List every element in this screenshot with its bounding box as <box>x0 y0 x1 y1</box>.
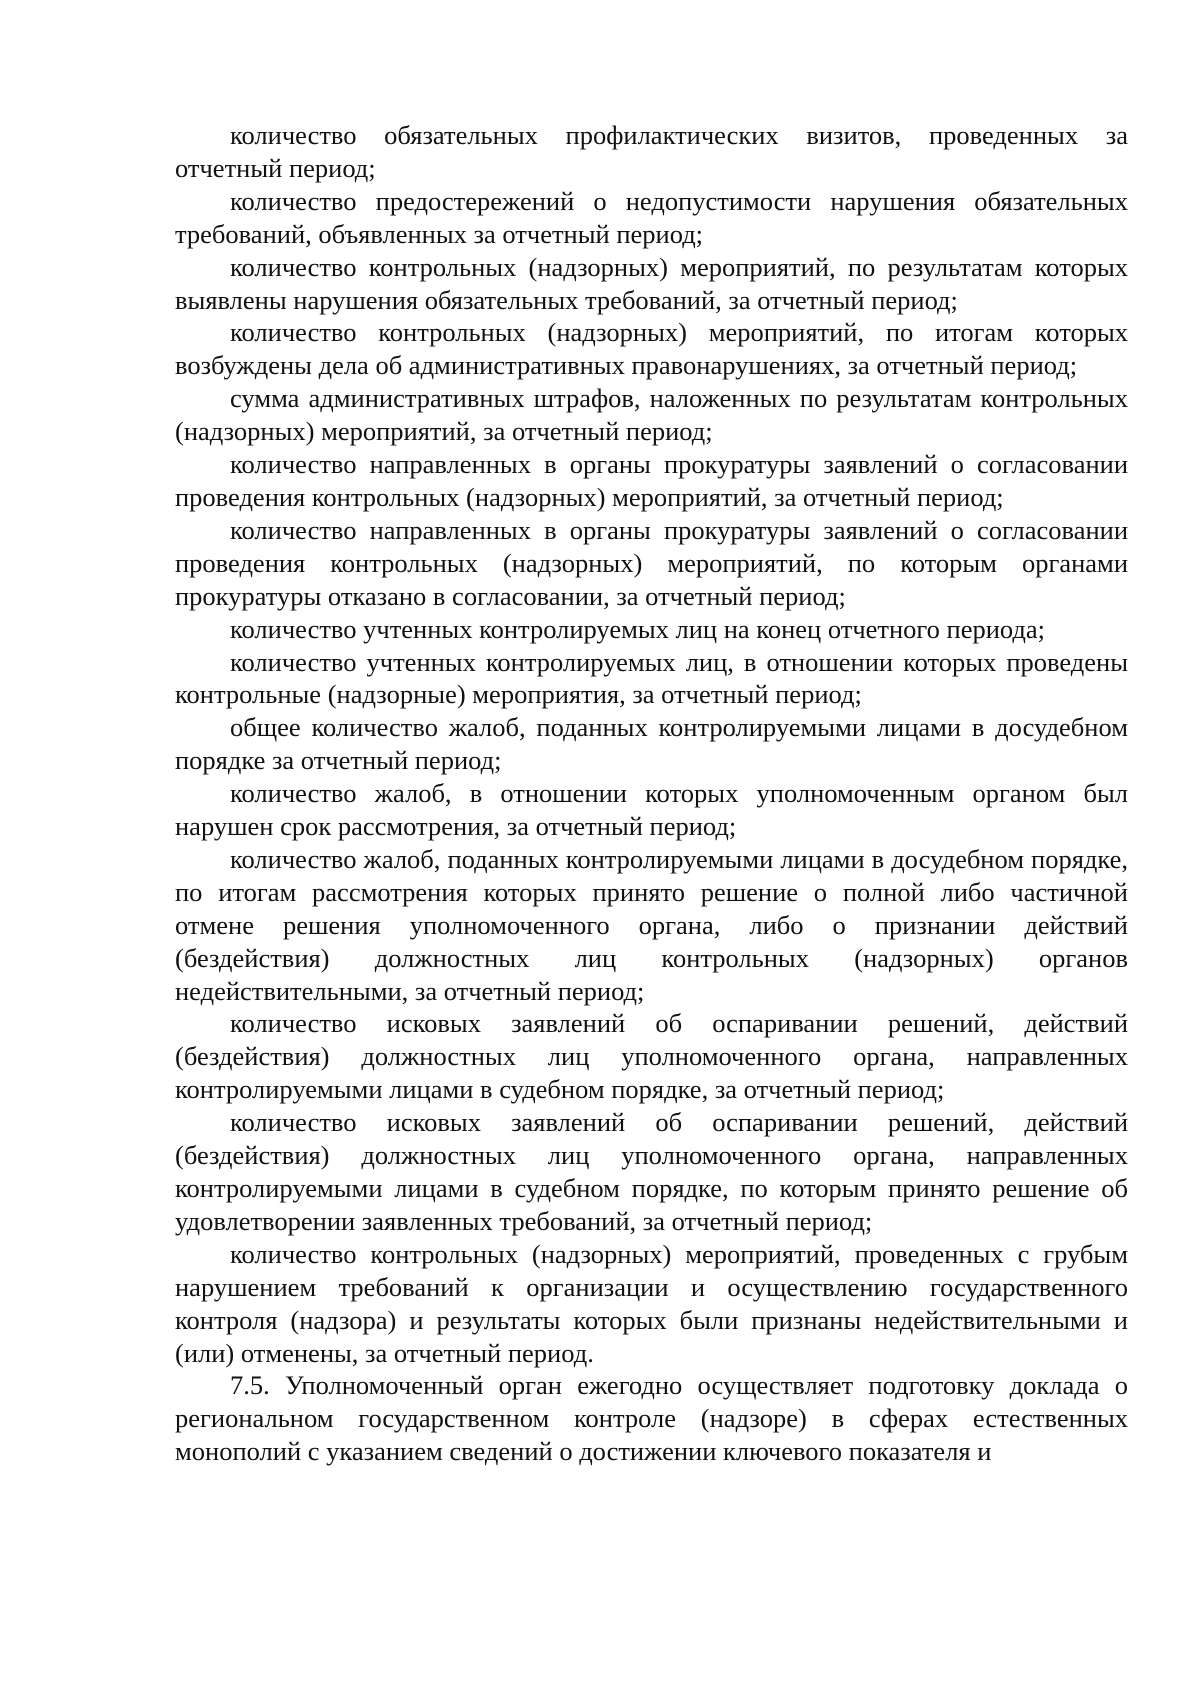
paragraph: количество обязательных профилактических визитов, проведенных за отчетный период; <box>175 120 1128 183</box>
paragraph: количество исковых заявлений об оспаривании решений, действий (бездействия) должностных лиц уполномоченного органа, направленных контролируемыми лицами в судебном порядке, по которым принято решение об удовлетворении заявленных требований, за отчетный период; <box>175 1107 1128 1236</box>
document-body <box>175 119 1128 1468</box>
paragraph: количество учтенных контролируемых лиц, в отношении которых проведены контрольные (надзорные) мероприятия, за отчетный период; <box>175 646 1128 710</box>
paragraph: общее количество жалоб, поданных контролируемыми лицами в досудебном порядке за отчетный период; <box>175 712 1128 776</box>
paragraph: количество жалоб, поданных контролируемыми лицами в досудебном порядке, по итогам рассмотрения которых принято решение о полной либо частичной отмене решения уполномоченного органа, либо о признании действий (бездействия) должностных лиц контрольных (надзорных) органов недействительными, за отчетный период; <box>175 843 1128 1006</box>
paragraph: количество учтенных контролируемых лиц на конец отчетного периода; <box>230 613 1045 644</box>
paragraph: количество предостережений о недопустимости нарушения обязательных требований, объявленных за отчетный период; <box>175 185 1128 249</box>
paragraph: количество контрольных (надзорных) мероприятий, проведенных с грубым нарушением требований к организации и осуществлению государственного контроля (надзора) и результаты которых были признаны недействительными и (или) отменены, за отчетный период. <box>175 1238 1128 1368</box>
paragraph: количество исковых заявлений об оспаривании решений, действий (бездействия) должностных лиц уполномоченного органа, направленных контролируемыми лицами в судебном порядке, за отчетный период; <box>175 1008 1128 1105</box>
paragraph: сумма административных штрафов, наложенных по результатам контрольных (надзорных) мероприятий, за отчетный период; <box>175 383 1128 447</box>
paragraph: количество контрольных (надзорных) мероприятий, по результатам которых выявлены нарушения обязательных требований, за отчетный период; <box>175 251 1128 315</box>
section-paragraph: 7.5. Уполномоченный орган ежегодно осуществляет подготовку доклада о региональном государственном контроле (надзоре) в сферах естественных монополий с указанием сведений о достижении ключевого показателя и <box>175 1370 1128 1467</box>
paragraph: количество направленных в органы прокуратуры заявлений о согласовании проведения контрольных (надзорных) мероприятий, по которым органами прокуратуры отказано в согласовании, за отчетный период; <box>175 514 1128 611</box>
paragraph: количество направленных в органы прокуратуры заявлений о согласовании проведения контрольных (надзорных) мероприятий, за отчетный период; <box>175 449 1128 512</box>
paragraph: количество контрольных (надзорных) мероприятий, по итогам которых возбуждены дела об административных правонарушениях, за отчетный период; <box>175 317 1128 381</box>
paragraph: количество жалоб, в отношении которых уполномоченным органом был нарушен срок рассмотрения, за отчетный период; <box>175 778 1128 842</box>
